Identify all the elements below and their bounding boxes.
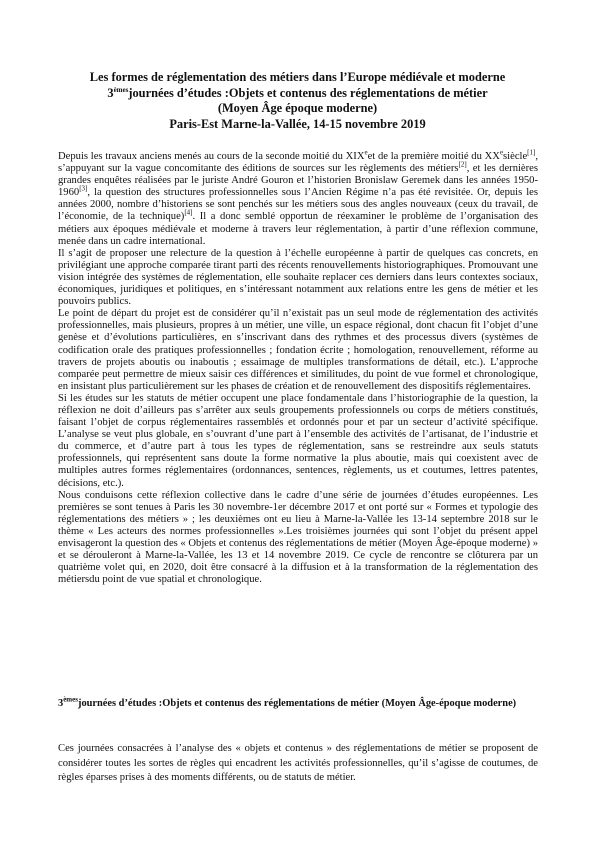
footnote-link-2[interactable]: [2]: [458, 160, 467, 169]
p1-part-g: . Il a donc semblé opportun de réexaminer le problème de l’organisation des métiers aux époques médiévale et moderne à travers leur réglementation, à partir d’une réflexion commune, menée dans un cadre international.: [58, 211, 538, 247]
paragraph-6: Ces journées consacrées à l’analyse des « objets et contenus » des réglementations de métier se proposent de considérer toutes les sortes de règles qui encadrent les activités professionnelles, qu’il s’agisse de coutumes, de règles éparses prises à des moments différents, ou de statuts de métier.: [58, 743, 538, 783]
p1-part-c: siècle: [503, 151, 528, 162]
title-ordinal: 3: [107, 85, 114, 100]
p1-sup-2: e: [499, 148, 504, 157]
paragraph-4: Si les études sur les statuts de métier occupent une place fondamentale dans l’historiographie de la question, la réflexion ne doit d’ailleurs pas s’arrêter aux seuls groupements professionnels ou corps de métiers constitués, faisant l’objet de corpus réglementaires rassemblés et ordonnés pour et par un secteur d’activité spécifique. L’analyse se veut plus globale, en s’ouvrant d’une part à l’ensemble des activités de l’artisanat, de l’industrie et du commerce, et d’autre part à tous les types de réglementation, sans se restreindre aux seuls statuts professionnels, qui représentent sans doute la forme normative la plus aboutie, mais qui coexistent avec de multiples autres formes réglementaires (ordonnances, sentences, règlements, us et coutumes, lettres patentes, décisions, etc.).: [58, 392, 538, 489]
footnote-link-1[interactable]: [1]: [527, 148, 536, 157]
p1-part-e: , et les dernières grandes enquêtes réalisées par le juriste André Gouron et l’historien Bronislaw Geremek dans les années 1950-1960: [58, 163, 538, 199]
title-line-4: Paris-Est Marne-la-Vallée, 14-15 novembre 2019: [169, 116, 426, 131]
paragraph-1: [58, 148, 538, 248]
p1-sup-1: e: [364, 148, 368, 157]
title-line-2: [40, 86, 555, 102]
section-heading-text: journées d’études :Objets et contenus des réglementations de métier (Moyen Âge-époque moderne): [77, 698, 517, 709]
title-line-3: (Moyen Âge époque moderne): [217, 101, 378, 115]
section-heading: [58, 695, 538, 711]
paragraph-3: Le point de départ du projet est de considérer qu’il n’existait pas un seul mode de réglementation des activités professionnelles, mais plusieurs, propres à un métier, une ville, un espace régional, dont chacun fit l’objet d’une genèse et d’évolutions particulières, en s’inscrivant dans des rythmes et des processus divers (systèmes de codification orale des pratiques professionnelles ; fondation écrite ; homologation, renouvellement, réforme au travers de projets aboutis ou inaboutis ; essaimage de multiples transformations de détail, etc.). L’approche comparée peut permettre de mieux saisir ces différences et similitudes, du point de vue formel et chronologique, en insistant plus particulièrement sur les phases de création et de renouvellement des dispositifs réglementaires.: [58, 308, 538, 392]
document-title: [40, 70, 555, 132]
p1-part-d: , s’appuyant sur la vague concomitante des éditions de sources sur les règlements des métiers: [58, 151, 538, 175]
body-text: [58, 148, 538, 586]
footnote-link-4[interactable]: [4]: [184, 208, 193, 217]
title-line-2-text: journées d’études :Objets et contenus des réglementations de métier: [128, 85, 488, 100]
paragraph-5: Nous conduisons cette réflexion collective dans le cadre d’une série de journées d’études européennes. Les premières se sont tenues à Paris les 30 novembre-1er décembre 2017 et ont porté sur « Formes et typologie des réglementations des métiers » ; les deuxièmes ont eu lieu à Marne-la-Vallée les 13-14 septembre 2018 sur le thème « Les acteurs des normes professionnelles ».Les troisièmes journées qui sont l’objet du présent appel envisageront la question des « Objets et contenus des réglementations de métier (Moyen Âge-époque moderne) » et se dérouleront à Marne-la-Vallée, les 13 et 14 novembre 2019. Ce cycle de rencontre se clôturera par un quatrième volet qui, en 2020, doit être consacré à la diffusion et à la transformation de la réglementation des métiersdu point de vue spatial et chronologique.: [58, 489, 538, 586]
section-ordinal-suffix: èmes: [63, 695, 78, 704]
title-line-1: Les formes de réglementation des métiers dans l’Europe médiévale et moderne: [89, 70, 506, 84]
paragraph-2: Il s’agit de proposer une relecture de la question à l’échelle européenne à partir de quelques cas concrets, en privilégiant une approche comparée tirant parti des récents renouvellements historiographiques. Promouvant une vision intégrée des systèmes de réglementation, elle souhaite replacer ces derniers dans leurs contextes sociaux, économiques, juridiques et politiques, en s’intéressant notamment aux relations entre les gens de métier et les pouvoirs publics.: [58, 247, 538, 308]
title-ordinal-suffix: èmes: [113, 85, 129, 94]
footnote-link-3[interactable]: [3]: [79, 184, 88, 193]
p1-part-b: et de la première moitié du XX: [367, 151, 500, 162]
section-ordinal: 3: [58, 698, 64, 709]
p1-part-a: Depuis les travaux anciens menés au cours de la seconde moitié du XIX: [58, 151, 365, 162]
p1-part-f: , la question des structures professionnelles sous l’Ancien Régime n’a pas été revisitée. Or, depuis les années 2000, nombre d’historiens se sont penchés sur les métiers sous des angles nouveaux (ceux du travail, de l’économie, de la technique): [58, 187, 538, 223]
